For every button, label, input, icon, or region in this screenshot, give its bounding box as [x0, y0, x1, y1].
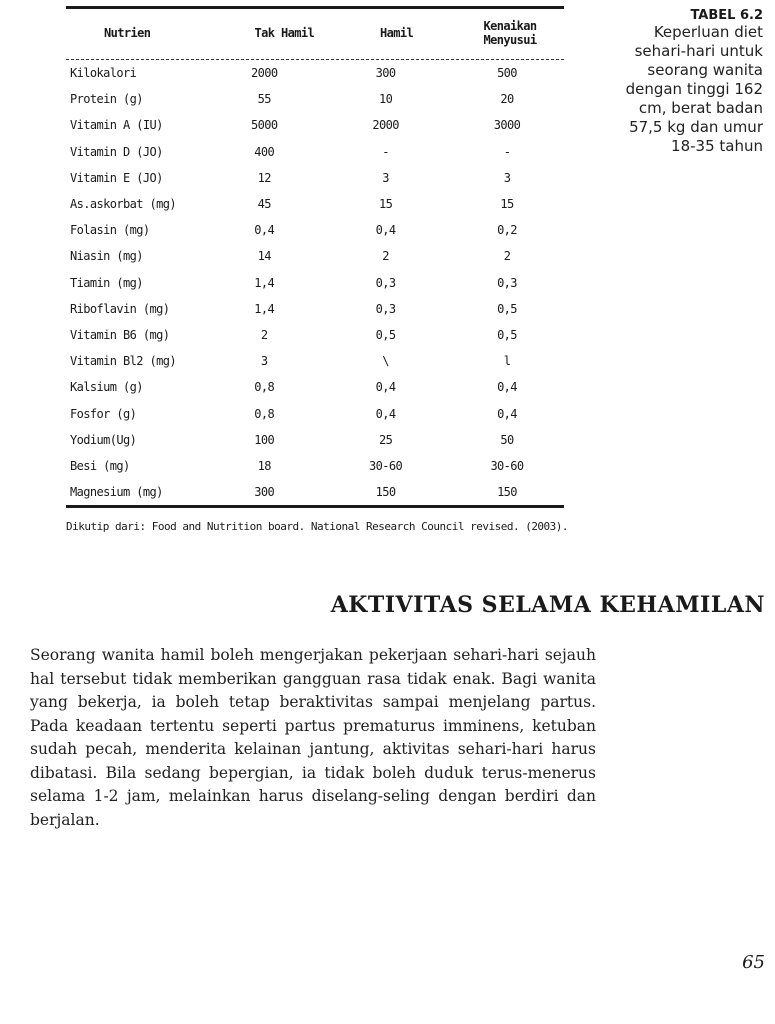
table-row — [66, 374, 564, 400]
table-cell: Niasin (mg) — [70, 249, 143, 264]
table-cell: \ — [382, 354, 389, 369]
table-cell: 5000 — [250, 118, 278, 133]
table-cell: 0,3 — [375, 301, 396, 316]
section-heading: AKTIVITAS SELAMA KEHAMILAN — [330, 592, 765, 618]
table-cell: 0,3 — [497, 275, 517, 290]
table-cell: 20 — [500, 92, 514, 107]
table-cell: Vitamin D (JO) — [70, 144, 163, 159]
table-cell: 0,4 — [497, 380, 517, 395]
table-cell: 3 — [503, 170, 511, 185]
table-row — [66, 60, 564, 86]
table-cell: 3000 — [493, 118, 521, 133]
table-body — [66, 60, 564, 505]
table-cell: 3 — [260, 354, 268, 369]
table-cell: 12 — [257, 170, 271, 185]
page-number: 65 — [742, 952, 765, 973]
table-bottom-rule — [66, 505, 564, 508]
table-cell: 30-60 — [490, 458, 524, 473]
table-row — [66, 139, 564, 165]
table-cell: Vitamin A (IU) — [70, 118, 163, 133]
table-row — [66, 400, 564, 426]
table-header-cell: Nutrien — [104, 26, 151, 40]
table-cell: 100 — [254, 432, 275, 447]
table-cell: 0,8 — [254, 406, 275, 421]
table-row — [66, 427, 564, 453]
table-cell: Protein (g) — [70, 92, 143, 107]
table-cell: 500 — [497, 66, 517, 81]
nutrition-table-container — [66, 6, 564, 508]
table-cell: - — [382, 144, 389, 159]
table-cell: 25 — [378, 432, 393, 447]
table-header-cell: Tak Hamil — [254, 26, 315, 40]
table-row — [66, 217, 564, 243]
table-cell: Vitamin B6 (mg) — [70, 327, 170, 342]
table-cell: 14 — [257, 249, 271, 264]
table-cell: 3 — [382, 170, 389, 185]
section-paragraph: Seorang wanita hamil boleh mengerjakan pekerjaan sehari-hari sejauh hal tersebut tidak memberikan gangguan rasa tidak enak. Bagi wanita yang bekerja, ia boleh tetap beraktivitas sampai menjelang partus. Pada keadaan tertentu seperti partus prematurus imminens, ketuban sudah pecah, menderita kelainan jantung, aktivitas sehari-hari harus dibatasi. Bila sedang bepergian, ia tidak boleh duduk terus-menerus selama 1-2 jam, melainkan harus diselang-seling dengan berdiri dan berjalan. — [30, 646, 596, 829]
table-row — [66, 112, 564, 138]
table-header-cell: Kenaikan Menyusui — [483, 19, 537, 47]
table-cell: 0,5 — [375, 327, 396, 342]
table-caption — [603, 8, 763, 156]
table-cell: 0,2 — [497, 223, 517, 238]
table-row — [66, 348, 564, 374]
table-cell: Fosfor (g) — [70, 406, 137, 421]
table-cell: 0,4 — [497, 406, 517, 421]
table-cell: Tiamin (mg) — [70, 275, 143, 290]
table-cell: Besi (mg) — [70, 458, 130, 473]
table-cell: 2 — [260, 327, 268, 342]
table-row — [66, 165, 564, 191]
table-cell: 0,5 — [497, 301, 517, 316]
table-cell: 0,8 — [254, 380, 275, 395]
table-cell: 0,4 — [254, 223, 275, 238]
table-cell: 2000 — [250, 66, 278, 81]
table-cell: Yodium(Ug) — [70, 432, 137, 447]
table-cell: 50 — [500, 432, 514, 447]
table-cell: 0,3 — [375, 275, 396, 290]
table-cell: Kilokalori — [70, 66, 137, 81]
table-row — [66, 243, 564, 269]
table-cell: 150 — [375, 485, 396, 500]
table-row — [66, 191, 564, 217]
table-cell: 0,4 — [375, 380, 396, 395]
table-cell: Vitamin Bl2 (mg) — [70, 354, 176, 369]
table-cell: Folasin (mg) — [70, 223, 150, 238]
table-cell: As.askorbat (mg) — [70, 197, 176, 212]
table-cell: Riboflavin (mg) — [70, 301, 170, 316]
table-row — [66, 270, 564, 296]
table-cell: 15 — [378, 197, 393, 212]
table-header-row — [66, 9, 564, 57]
table-cell: Kalsium (g) — [70, 380, 143, 395]
table-cell: - — [503, 144, 511, 159]
table-row — [66, 296, 564, 322]
table-cell: l — [503, 354, 511, 369]
table-header-cell: Hamil — [380, 26, 414, 40]
table-row — [66, 479, 564, 505]
nutrition-table-body — [66, 60, 564, 505]
table-cell: 1,4 — [254, 301, 275, 316]
table-cell: 300 — [375, 66, 396, 81]
table-cell: 30-60 — [369, 458, 403, 473]
table-cell: 55 — [257, 92, 271, 107]
table-cell: 45 — [257, 197, 271, 212]
table-row — [66, 322, 564, 348]
table-source-note: Dikutip dari: Food and Nutrition board. National Research Council revised. (2003). — [66, 520, 569, 533]
table-cell: 400 — [254, 144, 275, 159]
table-cell: 2000 — [372, 118, 399, 133]
table-caption-description: Keperluan diet sehari-hari untuk seorang wanita dengan tinggi 162 cm, berat badan 57,5 kg dan umur 18-35 tahun — [625, 23, 763, 155]
table-caption-label: TABEL 6.2 — [690, 8, 763, 23]
table-cell: 0,4 — [375, 223, 396, 238]
table-cell: 15 — [500, 197, 514, 212]
table-cell: 2 — [503, 249, 511, 264]
table-cell: 150 — [497, 485, 517, 500]
table-cell: 2 — [382, 249, 389, 264]
table-cell: Vitamin E (JO) — [70, 170, 163, 185]
table-cell: 1,4 — [254, 275, 275, 290]
table-cell: Magnesium (mg) — [70, 485, 163, 500]
table-row — [66, 86, 564, 112]
table-cell: 0,4 — [375, 406, 396, 421]
nutrition-table — [66, 9, 564, 57]
table-cell: 10 — [378, 92, 393, 107]
table-cell: 0,5 — [497, 327, 517, 342]
table-cell: 18 — [257, 458, 271, 473]
table-row — [66, 453, 564, 479]
table-cell: 300 — [254, 485, 275, 500]
